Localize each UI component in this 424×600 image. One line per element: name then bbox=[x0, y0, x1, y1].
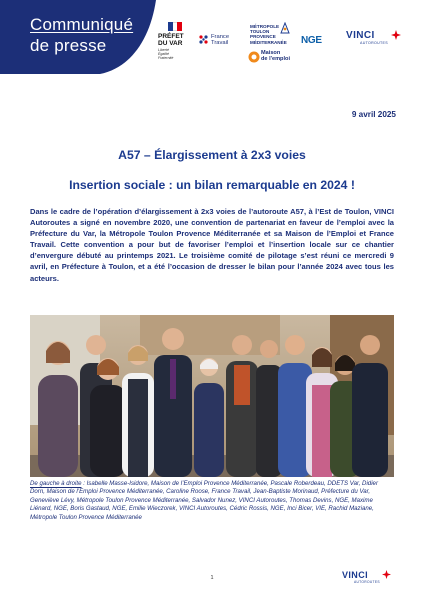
nge-text: NGE bbox=[301, 35, 322, 46]
footer-vinci-star-icon bbox=[382, 570, 391, 579]
footer-vinci-text: VINCI bbox=[342, 570, 369, 580]
group-photo bbox=[30, 315, 394, 477]
prefecture-name: PRÉFET DU VAR bbox=[158, 33, 184, 47]
french-flag-icon bbox=[168, 22, 182, 31]
vinci-text: VINCI bbox=[346, 30, 375, 41]
footer-vinci-subtext: AUTOROUTES bbox=[354, 580, 380, 584]
vinci-autoroutes-logo bbox=[346, 30, 410, 48]
metropole-logo bbox=[250, 20, 296, 44]
partner-logos bbox=[158, 18, 424, 68]
france-travail-mark-icon bbox=[198, 34, 210, 46]
header-title-line2: de presse bbox=[30, 36, 107, 55]
vinci-subtext: AUTOROUTES bbox=[360, 41, 388, 45]
photo-caption bbox=[30, 480, 394, 522]
caption-prefix: De gauche à droite bbox=[30, 480, 82, 487]
vinci-star-icon bbox=[391, 30, 401, 40]
header-title bbox=[30, 14, 133, 56]
caption-text: : Isabelle Masse-Isidore, Maison de l’Emploi Provence Méditerranée, Pascale Roberdeau, DDETS Var, Didier Dorn, Maison de l’Emploi Provence Méditerranée, Caroline Roose, France Travail, Jean-Baptiste Morinaud, Préfecture du Var, Geneviève Lévy, Métropole Toulon Provence Méditerranée, Salvador Nunez, VINCI Autoroutes, Thomas Devins, NGE, Maxime Liénard, NGE, Boris Gastaud, NGE, Emilie Wieczorek, VINCI Autoroutes, Cédric Rossis, NGE, Inci Bicer, VIE, Rachid Maziane, Métropole Toulon Provence Méditerranée bbox=[30, 480, 378, 521]
release-date: 9 avril 2025 bbox=[351, 110, 396, 119]
group-photo-illustration bbox=[30, 315, 394, 477]
metropole-text: MÉTROPOLE TOULON PROVENCE MÉDITERRANÉE bbox=[250, 24, 287, 45]
france-travail-text: France Travail bbox=[211, 34, 230, 47]
header-title-line1: Communiqué bbox=[30, 15, 134, 34]
header-band bbox=[0, 0, 156, 74]
prefecture-logo bbox=[158, 22, 198, 61]
metropole-mark-icon bbox=[280, 22, 290, 34]
nge-logo bbox=[301, 30, 335, 44]
france-travail-logo bbox=[198, 30, 242, 52]
footer-vinci-logo bbox=[342, 570, 396, 588]
maison-emploi-text: Maison de l'emploi bbox=[261, 50, 290, 62]
page-subtitle: Insertion sociale : un bilan remarquable en 2024 ! bbox=[69, 178, 355, 192]
maison-emploi-logo bbox=[248, 48, 294, 66]
maison-emploi-mark-icon bbox=[248, 51, 260, 63]
page-title: A57 – Élargissement à 2x3 voies bbox=[118, 148, 306, 162]
lead-paragraph: Dans le cadre de l’opération d’élargissement à 2x3 voies de l’autoroute A57, à l’Est de Toulon, VINCI Autoroutes a signé en novembre 2020, une convention de partenariat en faveur de l’emploi avec la Préfecture du Var, la Métropole Toulon Provence Méditerranée et sa Maison de l’Emploi et France Travail. Cette convention a pour but de favoriser l’emploi et l’insertion locale sur ce chantier d’envergure débuté au printemps 2021. Le troisième comité de pilotage s’est réuni ce mercredi 9 avril, en Préfecture à Toulon, et a été l’occasion de dresser le bilan pour l’année 2024 avec tous les acteurs. bbox=[30, 207, 394, 283]
prefecture-motto: Liberté Égalité Fraternité bbox=[158, 48, 174, 61]
page-number: 1 bbox=[210, 575, 214, 581]
